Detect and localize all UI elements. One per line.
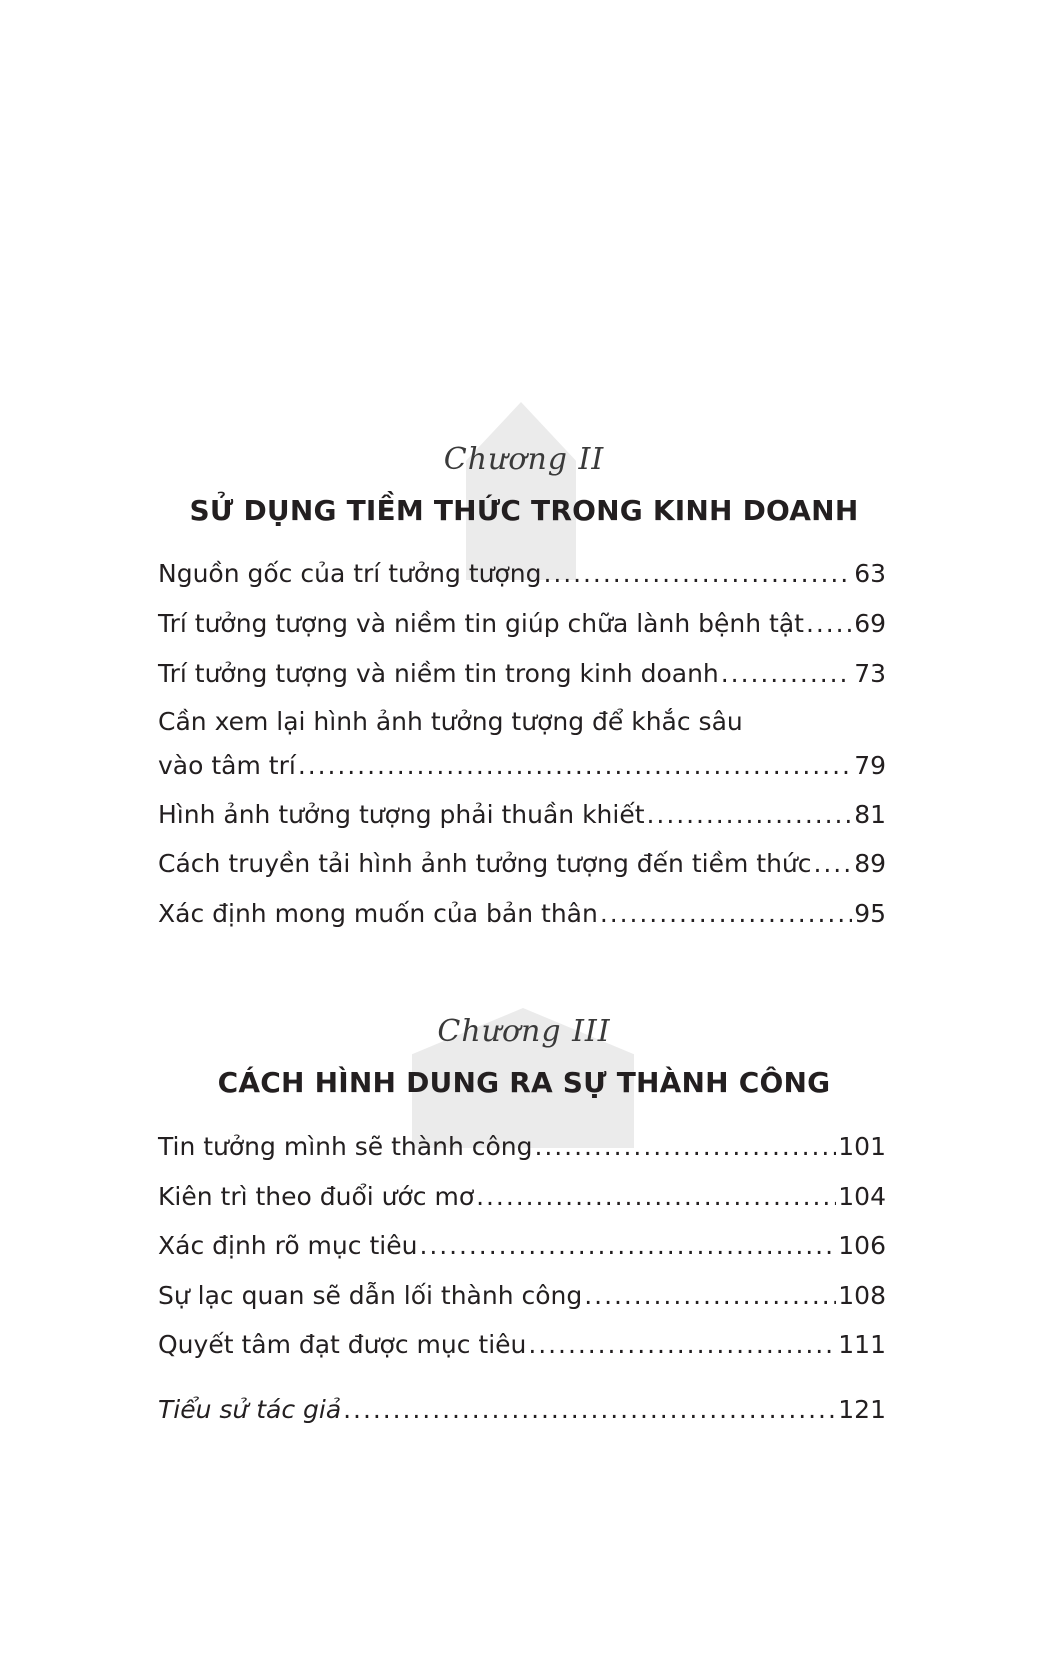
toc-entry[interactable] [158, 1280, 886, 1312]
toc-entry-title: Hình ảnh tưởng tượng phải thuần khiết [158, 800, 645, 829]
toc-page-number: 121 [838, 1395, 886, 1424]
dot-leader [814, 848, 853, 880]
toc-page-number: 63 [854, 559, 886, 588]
toc-entry-title: Xác định rõ mục tiêu [158, 1231, 418, 1260]
toc-entry[interactable] [158, 898, 886, 930]
toc-page-number: 89 [854, 849, 886, 878]
toc-entry-title: Trí tưởng tượng và niềm tin trong kinh doanh [158, 659, 719, 688]
toc-page-number: 81 [854, 800, 886, 829]
dot-leader [600, 898, 852, 930]
toc-entry[interactable] [158, 848, 886, 880]
dot-leader [535, 1131, 837, 1163]
toc-page-number: 73 [854, 659, 886, 688]
chapter-label: Chương II [443, 442, 605, 477]
toc-entry-title: Tiểu sử tác giả [158, 1395, 342, 1424]
toc-entry[interactable] [158, 1230, 886, 1262]
toc-page-number: 69 [854, 609, 886, 638]
toc-entry[interactable] [158, 1329, 886, 1361]
dot-leader [528, 1329, 836, 1361]
toc-page-number: 101 [838, 1132, 886, 1161]
toc-entry-title-line1: Cần xem lại hình ảnh tưởng tượng để khắc sâu [158, 707, 743, 736]
toc-entry-appendix[interactable] [158, 1394, 886, 1426]
dot-leader [419, 1230, 836, 1262]
toc-page-number: 111 [838, 1330, 886, 1359]
toc-entry-title: Nguồn gốc của trí tưởng tượng [158, 559, 542, 588]
dot-leader [806, 608, 852, 640]
dot-leader [543, 558, 852, 590]
toc-entry-title: Xác định mong muốn của bản thân [158, 899, 598, 928]
toc-entry[interactable] [158, 1131, 886, 1163]
toc-entry-title: Trí tưởng tượng và niềm tin giúp chữa lành bệnh tật [158, 609, 804, 638]
toc-entry[interactable] [158, 658, 886, 690]
toc-page-number: 108 [838, 1281, 886, 1310]
dot-leader [584, 1280, 836, 1312]
dot-leader [647, 799, 853, 831]
toc-entry-title: Kiên trì theo đuổi ước mơ [158, 1182, 475, 1211]
toc-page-number: 95 [854, 899, 886, 928]
chapter-label: Chương III [437, 1014, 611, 1049]
dot-leader [343, 1394, 836, 1426]
toc-entry-title: Sự lạc quan sẽ dẫn lối thành công [158, 1281, 583, 1310]
house-decoration-icon [466, 402, 576, 580]
toc-entry[interactable] [158, 558, 886, 590]
toc-entry-title: Quyết tâm đạt được mục tiêu [158, 1330, 527, 1359]
toc-entry[interactable] [158, 1181, 886, 1213]
toc-entry-title: Tin tưởng mình sẽ thành công [158, 1132, 533, 1161]
toc-entry[interactable] [158, 706, 886, 782]
chapter-title: SỬ DỤNG TIỀM THỨC TRONG KINH DOANH [189, 494, 859, 527]
toc-page-number: 104 [838, 1182, 886, 1211]
dot-leader [721, 658, 852, 690]
toc-page-number: 106 [838, 1231, 886, 1260]
toc-entry-title: Cách truyền tải hình ảnh tưởng tượng đến tiềm thức [158, 849, 812, 878]
toc-entry-title: vào tâm trí [158, 751, 296, 780]
toc-entry[interactable] [158, 608, 886, 640]
dot-leader [298, 750, 852, 782]
chapter-title: CÁCH HÌNH DUNG RA SỰ THÀNH CÔNG [217, 1066, 831, 1099]
toc-entry[interactable] [158, 799, 886, 831]
toc-page-number: 79 [854, 751, 886, 780]
dot-leader [476, 1181, 836, 1213]
